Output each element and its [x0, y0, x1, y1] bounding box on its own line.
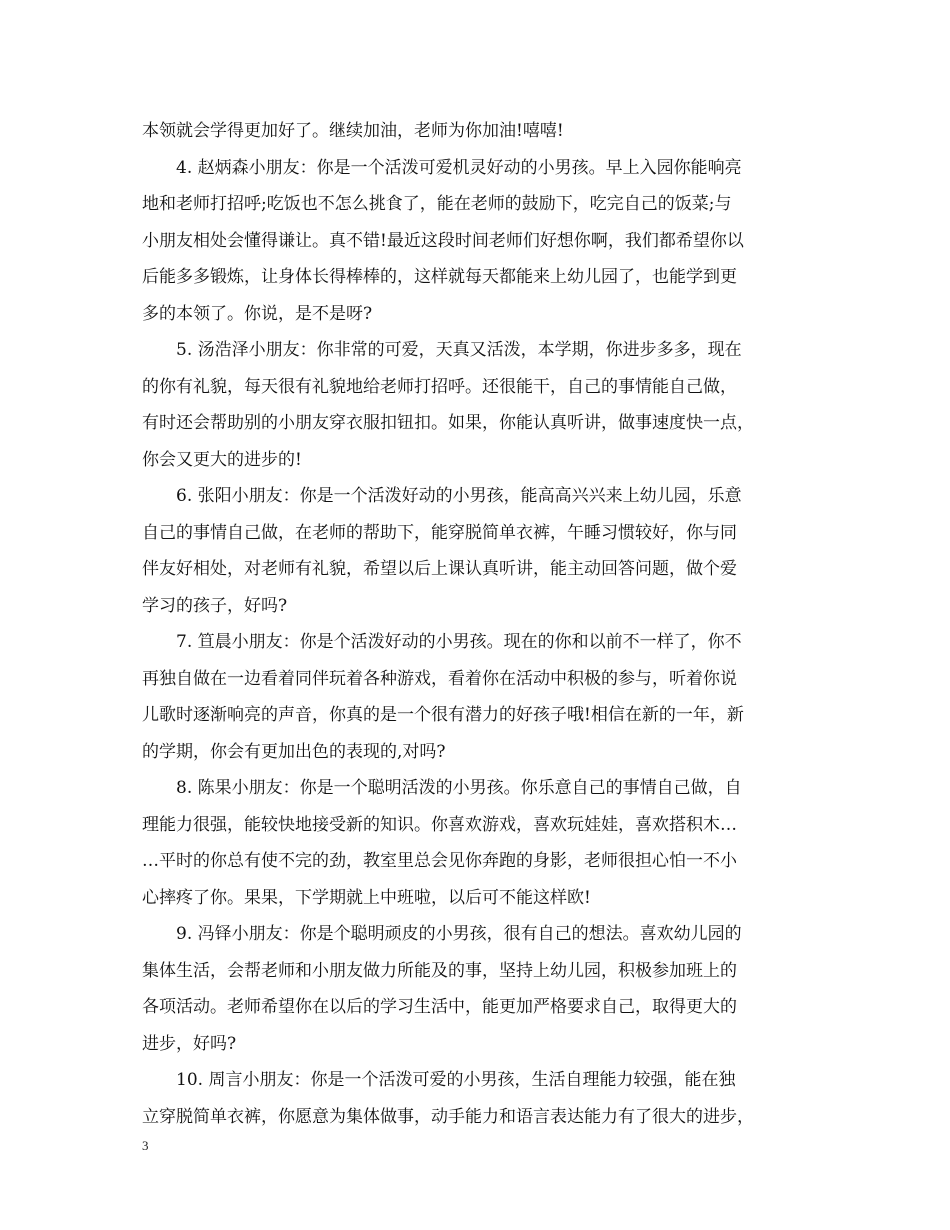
text-line: 儿歌时逐渐响亮的声音，你真的是一个很有潜力的好孩子哦!相信在新的一年，新 [142, 705, 744, 725]
paragraph-first-line: 8. 陈果小朋友：你是一个聪明活泼的小男孩。你乐意自己的事情自己做，自 [176, 778, 742, 798]
text-line: 的你有礼貌，每天很有礼貌地给老师打招呼。还很能干，自己的事情能自己做， [142, 376, 737, 397]
text-line: 各项活动。老师希望你在以后的学习生活中，能更加严格要求自己，取得更大的 [142, 997, 737, 1017]
text-line: 自己的事情自己做，在老师的帮助下，能穿脱简单衣裤，午睡习惯较好，你与同 [142, 522, 737, 543]
text-line: 伴友好相处，对老师有礼貌，希望以后上课认真听讲，能主动回答问题，做个爱 [142, 559, 737, 579]
text-line: 进步，好吗? [142, 1033, 237, 1054]
text-line: 的学期，你会有更加出色的表现的,对吗? [142, 741, 446, 762]
text-line: 有时还会帮助别的小朋友穿衣服扣钮扣。如果，你能认真听讲，做事速度快一点， [142, 413, 754, 433]
body-text [142, 113, 820, 1135]
text-line: 立穿脱简单衣裤，你愿意为集体做事，动手能力和语言表达能力有了很大的进步， [142, 1106, 754, 1127]
paragraph-first-line: 4. 赵炳森小朋友：你是一个活泼可爱机灵好动的小男孩。早上入园你能响亮 [176, 157, 742, 178]
paragraph-first-line: 7. 笪晨小朋友：你是个活泼好动的小男孩。现在的你和以前不一样了，你不 [176, 632, 742, 652]
text-line: 小朋友相处会懂得谦让。真不错!最近这段时间老师们好想你啊，我们都希望你以 [142, 230, 744, 251]
paragraph-first-line: 6. 张阳小朋友：你是一个活泼好动的小男孩，能高高兴兴来上幼儿园，乐意 [176, 486, 742, 506]
paragraph-first-line: 5. 汤浩泽小朋友：你非常的可爱，天真又活泼，本学期，你进步多多，现在 [176, 340, 742, 360]
text-line: 学习的孩子，好吗? [142, 595, 288, 616]
text-line: 心摔疼了你。果果，下学期就上中班啦，以后可不能这样欧! [142, 887, 591, 908]
text-line: 多的本领了。你说，是不是呀? [142, 303, 373, 324]
text-line: 理能力很强，能较快地接受新的知识。你喜欢游戏，喜欢玩娃娃，喜欢搭积木… [142, 814, 737, 835]
page-number: 3 [142, 1138, 149, 1153]
text-line: 再独自做在一边看着同伴玩着各种游戏，看着你在活动中积极的参与，听着你说 [142, 668, 737, 689]
paragraph-first-line: 10. 周言小朋友：你是一个活泼可爱的小男孩，生活自理能力较强，能在独 [176, 1070, 736, 1090]
document-body [142, 113, 820, 1135]
paragraph-first-line: 9. 冯铎小朋友：你是个聪明顽皮的小男孩，很有自己的想法。喜欢幼儿园的 [176, 924, 742, 944]
text-line: 地和老师打招呼;吃饭也不怎么挑食了，能在老师的鼓励下，吃完自己的饭菜;与 [142, 194, 732, 214]
text-line: …平时的你总有使不完的劲，教室里总会见你奔跑的身影，老师很担心怕一不小 [142, 851, 737, 871]
text-line: 后能多多锻炼，让身体长得棒棒的，这样就每天都能来上幼儿园了，也能学到更 [142, 267, 737, 287]
text-line: 你会又更大的进步的! [142, 449, 302, 470]
text-line: 本领就会学得更加好了。继续加油，老师为你加油!嘻嘻! [142, 121, 564, 141]
text-line: 集体生活，会帮老师和小朋友做力所能及的事，坚持上幼儿园，积极参加班上的 [142, 960, 737, 981]
